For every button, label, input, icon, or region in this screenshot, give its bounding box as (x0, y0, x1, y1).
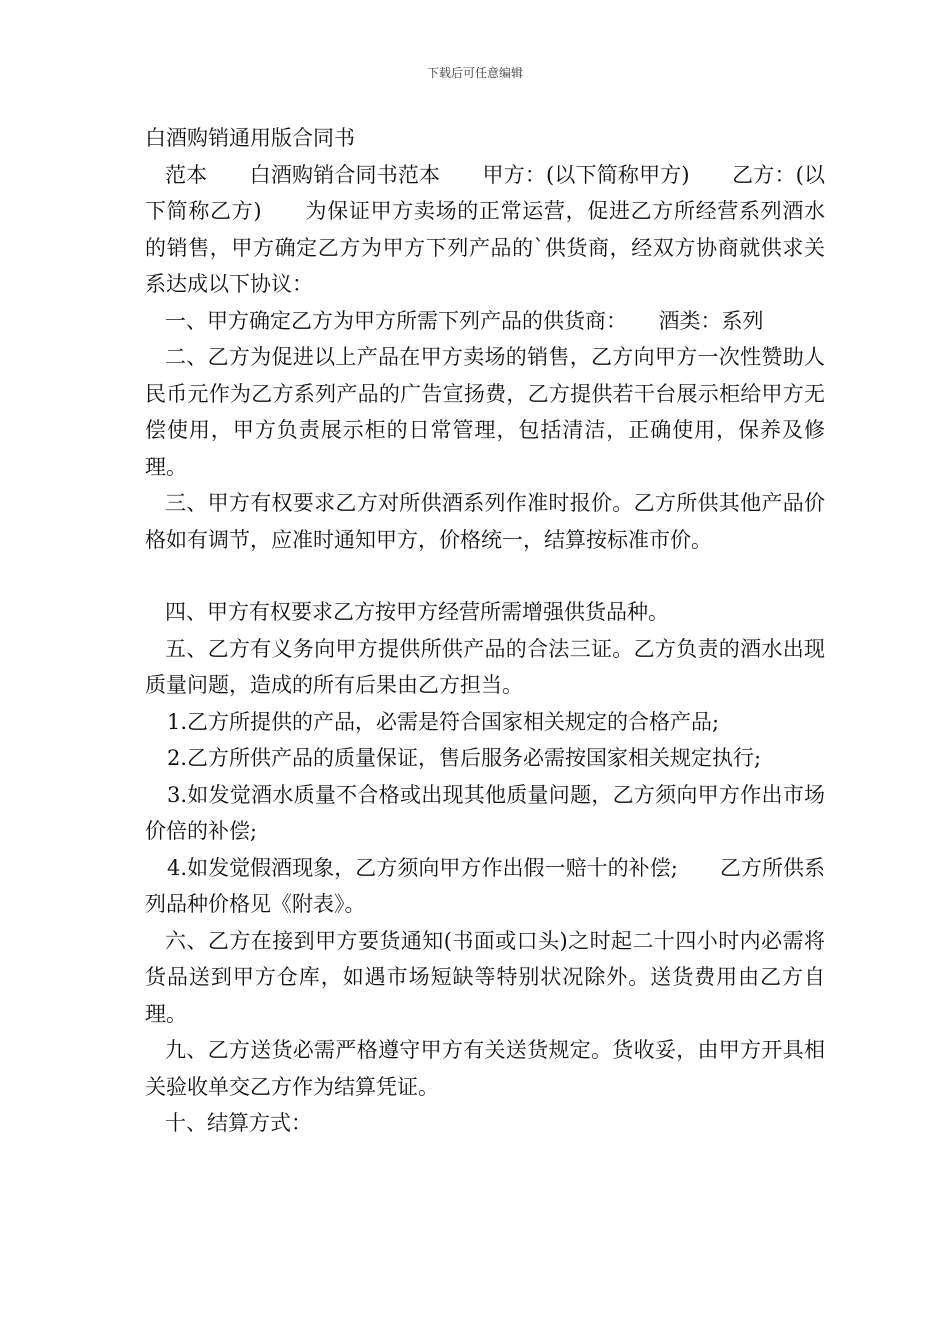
paragraph-clause-6: 六、乙方在接到甲方要货通知(书面或口头)之时起二十四小时内必需将货品送到甲方仓库，如遇市场短缺等特别状况除外。送货费用由乙方自理。 (145, 928, 825, 1026)
paragraph-item-1: 1.乙方所提供的产品，必需是符合国家相关规定的合格产品; (167, 709, 720, 734)
paragraph-clause-4: 四、甲方有权要求乙方按甲方经营所需增强供货品种。 (165, 600, 669, 624)
paragraph-item-3: 3.如发觉酒水质量不合格或出现其他质量问题，乙方须向甲方作出市场价倍的补偿; (145, 782, 825, 843)
paragraph-clause-2: 二、乙方为促进以上产品在甲方卖场的销售，乙方向甲方一次性赞助人民币元作为乙方系列产品的广告宣扬费，乙方提供若干台展示柜给甲方无偿使用，甲方负责展示柜的日常管理，包括清洁，正确使用，保养及修理。 (145, 345, 825, 479)
document-body (145, 120, 825, 1142)
paragraph-clause-1: 一、甲方确定乙方为甲方所需下列产品的供货商： 酒类：系列 (165, 308, 764, 333)
paragraph-item-4: 4.如发觉假酒现象，乙方须向甲方作出假一赔十的补偿; 乙方所供系列品种价格见《附表》。 (145, 855, 825, 916)
paragraph-clause-10: 十、结算方式： (165, 1111, 312, 1135)
paragraph-clause-5: 五、乙方有义务向甲方提供所供产品的合法三证。乙方负责的酒水出现质量问题，造成的所有后果由乙方担当。 (145, 636, 825, 697)
document-title: 白酒购销通用版合同书 (145, 126, 355, 150)
paragraph-intro: 范本 白酒购销合同书范本 甲方：(以下简称甲方) 乙方：(以下简称乙方) 为保证甲方卖场的正常运营，促进乙方所经营系列酒水的销售，甲方确定乙方为甲方下列产品的`供货商，经双方协商就供求关系达成以下协议： (145, 162, 825, 296)
paragraph-item-2: 2.乙方所供产品的质量保证，售后服务必需按国家相关规定执行; (167, 746, 762, 770)
paragraph-clause-9: 九、乙方送货必需严格遵守甲方有关送货规定。货收妥，由甲方开具相关验收单交乙方作为结算凭证。 (145, 1038, 825, 1099)
paragraph-clause-3: 三、甲方有权要求乙方对所供酒系列作准时报价。乙方所供其他产品价格如有调节，应准时通知甲方，价格统一，结算按标准市价。 (145, 491, 825, 552)
page-header-note: 下载后可任意编辑 (426, 66, 523, 80)
